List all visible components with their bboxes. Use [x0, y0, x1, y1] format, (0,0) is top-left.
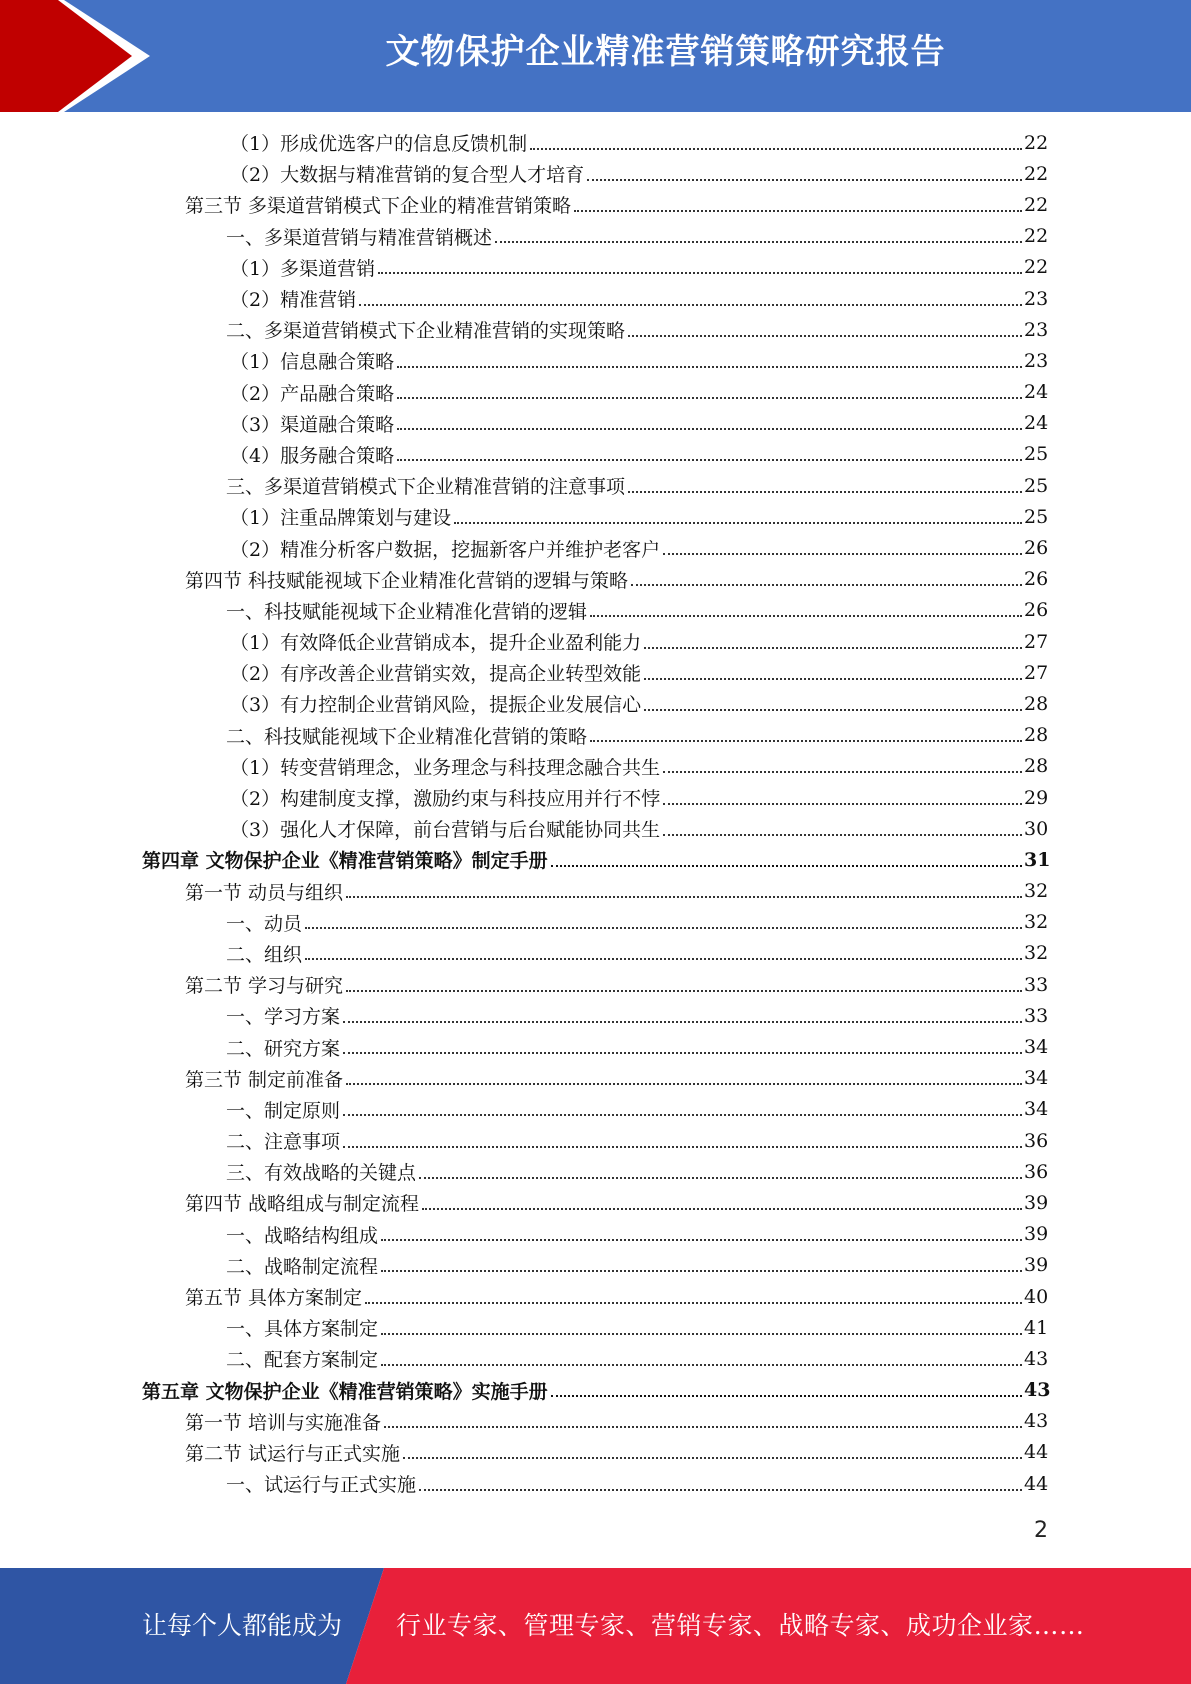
toc-entry-page: 25 — [1024, 443, 1049, 466]
toc-entry-page: 28 — [1024, 755, 1049, 778]
toc-entry[interactable] — [0, 377, 1191, 408]
toc-entry-title: 一、科技赋能视域下企业精准化营销的逻辑 — [226, 600, 588, 623]
toc-dot-leader — [397, 366, 1022, 368]
page-header — [0, 0, 1191, 112]
toc-dot-leader — [663, 834, 1022, 836]
toc-dot-leader — [381, 1333, 1022, 1335]
toc-entry[interactable] — [0, 1187, 1191, 1218]
toc-entry[interactable] — [0, 1219, 1191, 1250]
footer-slogan-right: 行业专家、管理专家、营销专家、战略专家、成功企业家…… — [396, 1611, 1085, 1640]
toc-entry-page: 23 — [1024, 349, 1049, 372]
toc-entry-page: 23 — [1024, 287, 1049, 310]
toc-entry-title: 第三节 多渠道营销模式下企业的精准营销策略 — [185, 195, 572, 218]
toc-dot-leader — [384, 1426, 1022, 1428]
toc-entry[interactable] — [0, 189, 1191, 220]
toc-dot-leader — [346, 1083, 1022, 1085]
toc-entry-page: 39 — [1024, 1191, 1049, 1214]
toc-dot-leader — [343, 1052, 1022, 1054]
toc-entry-title: （3）有力控制企业营销风险，提振企业发展信心 — [230, 694, 642, 717]
toc-entry[interactable] — [0, 844, 1191, 875]
toc-dot-leader — [551, 1395, 1022, 1397]
table-of-contents — [0, 127, 1191, 1499]
toc-entry-page: 30 — [1024, 817, 1049, 840]
toc-dot-leader — [551, 865, 1022, 867]
toc-entry-page: 36 — [1024, 1160, 1049, 1183]
toc-entry-page: 28 — [1024, 692, 1049, 715]
toc-dot-leader — [644, 647, 1022, 649]
page-footer — [0, 1568, 1191, 1684]
toc-entry-page: 34 — [1024, 1098, 1049, 1121]
toc-entry-title: （2）精准分析客户数据，挖掘新客户并维护老客户 — [230, 538, 661, 561]
toc-entry-page: 26 — [1024, 568, 1049, 591]
toc-entry[interactable] — [0, 626, 1191, 657]
toc-entry[interactable] — [0, 532, 1191, 563]
toc-entry-page: 24 — [1024, 412, 1049, 435]
toc-entry-page: 29 — [1024, 786, 1049, 809]
toc-entry[interactable] — [0, 501, 1191, 532]
toc-dot-leader — [343, 1021, 1022, 1023]
toc-entry[interactable] — [0, 408, 1191, 439]
toc-entry-title: （1）注重品牌策划与建设 — [230, 507, 452, 530]
toc-dot-leader — [663, 553, 1022, 555]
toc-entry-title: （2）精准营销 — [230, 289, 357, 312]
toc-entry[interactable] — [0, 1375, 1191, 1406]
toc-entry[interactable] — [0, 751, 1191, 782]
toc-entry[interactable] — [0, 1406, 1191, 1437]
toc-dot-leader — [663, 771, 1022, 773]
toc-dot-leader — [305, 927, 1022, 929]
toc-entry-title: （1）有效降低企业营销成本，提升企业盈利能力 — [230, 632, 642, 655]
toc-entry-title: 二、注意事项 — [226, 1131, 341, 1154]
toc-entry-title: 二、科技赋能视域下企业精准化营销的策略 — [226, 725, 588, 748]
toc-entry-page: 34 — [1024, 1067, 1049, 1090]
toc-entry-page: 22 — [1024, 131, 1049, 154]
toc-entry-title: 第二节 试运行与正式实施 — [185, 1442, 401, 1465]
toc-entry-title: （2）构建制度支撑，激励约束与科技应用并行不悖 — [230, 788, 661, 811]
toc-entry-title: （2）产品融合策略 — [230, 382, 395, 405]
toc-entry[interactable] — [0, 1468, 1191, 1499]
page-number: 2 — [1034, 1518, 1048, 1543]
toc-entry-page: 32 — [1024, 942, 1049, 965]
toc-entry-page: 33 — [1024, 973, 1049, 996]
toc-entry[interactable] — [0, 221, 1191, 252]
toc-entry-page: 43 — [1024, 1410, 1049, 1433]
toc-entry-title: 第二节 学习与研究 — [185, 975, 344, 998]
toc-dot-leader — [590, 740, 1022, 742]
toc-entry-title: 第五节 具体方案制定 — [185, 1287, 363, 1310]
toc-entry-page: 43 — [1024, 1379, 1051, 1402]
toc-entry[interactable] — [0, 1000, 1191, 1031]
toc-entry-title: 二、组织 — [226, 943, 303, 966]
toc-entry-page: 25 — [1024, 474, 1049, 497]
toc-entry-title: 三、有效战略的关键点 — [226, 1162, 417, 1185]
toc-dot-leader — [359, 304, 1022, 306]
toc-entry-page: 26 — [1024, 537, 1049, 560]
toc-entry-title: （1）信息融合策略 — [230, 351, 395, 374]
toc-entry-page: 39 — [1024, 1254, 1049, 1277]
toc-entry-page: 27 — [1024, 661, 1049, 684]
toc-dot-leader — [305, 958, 1022, 960]
toc-dot-leader — [587, 179, 1022, 181]
toc-entry[interactable] — [0, 876, 1191, 907]
toc-entry[interactable] — [0, 1250, 1191, 1281]
toc-entry-title: 二、研究方案 — [226, 1037, 341, 1060]
toc-entry[interactable] — [0, 595, 1191, 626]
toc-entry[interactable] — [0, 938, 1191, 969]
toc-dot-leader — [530, 148, 1022, 150]
toc-entry-page: 31 — [1024, 848, 1051, 871]
toc-entry[interactable] — [0, 470, 1191, 501]
toc-entry-title: 一、战略结构组成 — [226, 1224, 379, 1247]
toc-entry-title: （4）服务融合策略 — [230, 444, 395, 467]
toc-dot-leader — [419, 1489, 1022, 1491]
toc-entry-page: 23 — [1024, 318, 1049, 341]
toc-entry-title: （1）转变营销理念，业务理念与科技理念融合共生 — [230, 756, 661, 779]
toc-entry-page: 43 — [1024, 1347, 1049, 1370]
toc-dot-leader — [397, 428, 1022, 430]
footer-slogan-left: 让每个人都能成为 — [142, 1611, 343, 1640]
toc-entry-title: 二、战略制定流程 — [226, 1255, 379, 1278]
toc-entry-page: 27 — [1024, 630, 1049, 653]
toc-entry-page: 33 — [1024, 1004, 1049, 1027]
toc-dot-leader — [631, 584, 1022, 586]
toc-entry-title: 第三节 制定前准备 — [185, 1068, 344, 1091]
toc-entry[interactable] — [0, 345, 1191, 376]
toc-entry[interactable] — [0, 907, 1191, 938]
toc-entry-title: （1）形成优选客户的信息反馈机制 — [230, 133, 528, 156]
toc-entry-title: （1）多渠道营销 — [230, 257, 376, 280]
toc-entry[interactable] — [0, 813, 1191, 844]
toc-dot-leader — [495, 241, 1022, 243]
toc-entry-page: 44 — [1024, 1472, 1049, 1495]
toc-dot-leader — [343, 1146, 1022, 1148]
toc-dot-leader — [381, 1239, 1022, 1241]
toc-entry[interactable] — [0, 657, 1191, 688]
toc-entry-title: （3）强化人才保障，前台营销与后台赋能协同共生 — [230, 819, 661, 842]
toc-entry[interactable] — [0, 127, 1191, 158]
toc-entry-page: 34 — [1024, 1036, 1049, 1059]
toc-entry-title: 第四章 文物保护企业《精准营销策略》制定手册 — [142, 850, 548, 873]
toc-entry-page: 39 — [1024, 1223, 1049, 1246]
toc-entry[interactable] — [0, 1094, 1191, 1125]
toc-entry[interactable] — [0, 1281, 1191, 1312]
toc-entry[interactable] — [0, 314, 1191, 345]
toc-entry-page: 24 — [1024, 381, 1049, 404]
toc-entry-page: 22 — [1024, 162, 1049, 185]
toc-entry-title: 第一节 培训与实施准备 — [185, 1411, 382, 1434]
toc-entry-title: 一、动员 — [226, 912, 303, 935]
toc-dot-leader — [397, 397, 1022, 399]
toc-entry[interactable] — [0, 1437, 1191, 1468]
toc-entry-title: 第五章 文物保护企业《精准营销策略》实施手册 — [142, 1380, 548, 1403]
toc-dot-leader — [628, 335, 1022, 337]
toc-entry-title: 一、制定原则 — [226, 1099, 341, 1122]
toc-dot-leader — [628, 491, 1022, 493]
toc-entry-title: 第四节 战略组成与制定流程 — [185, 1193, 420, 1216]
toc-entry[interactable] — [0, 439, 1191, 470]
toc-entry-title: 一、试运行与正式实施 — [226, 1474, 417, 1497]
toc-entry-page: 26 — [1024, 599, 1049, 622]
toc-dot-leader — [419, 1177, 1022, 1179]
toc-entry[interactable] — [0, 1031, 1191, 1062]
toc-entry-title: （2）有序改善企业营销实效，提高企业转型效能 — [230, 663, 642, 686]
toc-entry-title: 二、多渠道营销模式下企业精准营销的实现策略 — [226, 320, 626, 343]
toc-dot-leader — [378, 272, 1022, 274]
toc-entry-page: 32 — [1024, 911, 1049, 934]
toc-dot-leader — [644, 678, 1022, 680]
toc-entry[interactable] — [0, 564, 1191, 595]
toc-entry-title: 第一节 动员与组织 — [185, 881, 344, 904]
chevron-arrow-icon — [0, 0, 150, 112]
toc-dot-leader — [590, 615, 1022, 617]
toc-entry[interactable] — [0, 252, 1191, 283]
toc-entry-page: 28 — [1024, 724, 1049, 747]
toc-dot-leader — [381, 1270, 1022, 1272]
toc-entry-title: （2）大数据与精准营销的复合型人才培育 — [230, 164, 585, 187]
toc-entry-page: 44 — [1024, 1441, 1049, 1464]
toc-entry-page: 22 — [1024, 193, 1049, 216]
toc-entry[interactable] — [0, 1343, 1191, 1374]
toc-entry-page: 36 — [1024, 1129, 1049, 1152]
toc-dot-leader — [381, 1364, 1022, 1366]
toc-dot-leader — [644, 709, 1022, 711]
toc-dot-leader — [346, 990, 1022, 992]
toc-dot-leader — [663, 803, 1022, 805]
toc-dot-leader — [397, 459, 1022, 461]
toc-entry[interactable] — [0, 283, 1191, 314]
toc-entry-page: 25 — [1024, 505, 1049, 528]
toc-dot-leader — [365, 1302, 1022, 1304]
toc-entry[interactable] — [0, 1156, 1191, 1187]
toc-entry-title: 第四节 科技赋能视域下企业精准化营销的逻辑与策略 — [185, 569, 629, 592]
toc-entry[interactable] — [0, 1063, 1191, 1094]
toc-entry[interactable] — [0, 969, 1191, 1000]
toc-dot-leader — [422, 1208, 1022, 1210]
toc-entry-page: 41 — [1024, 1316, 1049, 1339]
toc-entry[interactable] — [0, 782, 1191, 813]
toc-entry[interactable] — [0, 720, 1191, 751]
toc-dot-leader — [343, 1114, 1022, 1116]
toc-dot-leader — [454, 522, 1022, 524]
toc-entry[interactable] — [0, 158, 1191, 189]
toc-entry-title: 二、配套方案制定 — [226, 1349, 379, 1372]
toc-entry-page: 40 — [1024, 1285, 1049, 1308]
toc-entry-title: 三、多渠道营销模式下企业精准营销的注意事项 — [226, 476, 626, 499]
toc-entry-title: 一、多渠道营销与精准营销概述 — [226, 226, 493, 249]
report-title: 文物保护企业精准营销策略研究报告 — [385, 32, 946, 72]
toc-entry-title: 一、具体方案制定 — [226, 1318, 379, 1341]
toc-entry-page: 22 — [1024, 225, 1049, 248]
toc-entry[interactable] — [0, 1312, 1191, 1343]
toc-entry[interactable] — [0, 1125, 1191, 1156]
toc-dot-leader — [346, 896, 1022, 898]
toc-dot-leader — [403, 1457, 1022, 1459]
toc-entry-page: 22 — [1024, 256, 1049, 279]
toc-entry-title: 一、学习方案 — [226, 1006, 341, 1029]
toc-dot-leader — [574, 210, 1022, 212]
toc-entry-page: 32 — [1024, 880, 1049, 903]
toc-entry-title: （3）渠道融合策略 — [230, 413, 395, 436]
toc-entry[interactable] — [0, 688, 1191, 719]
